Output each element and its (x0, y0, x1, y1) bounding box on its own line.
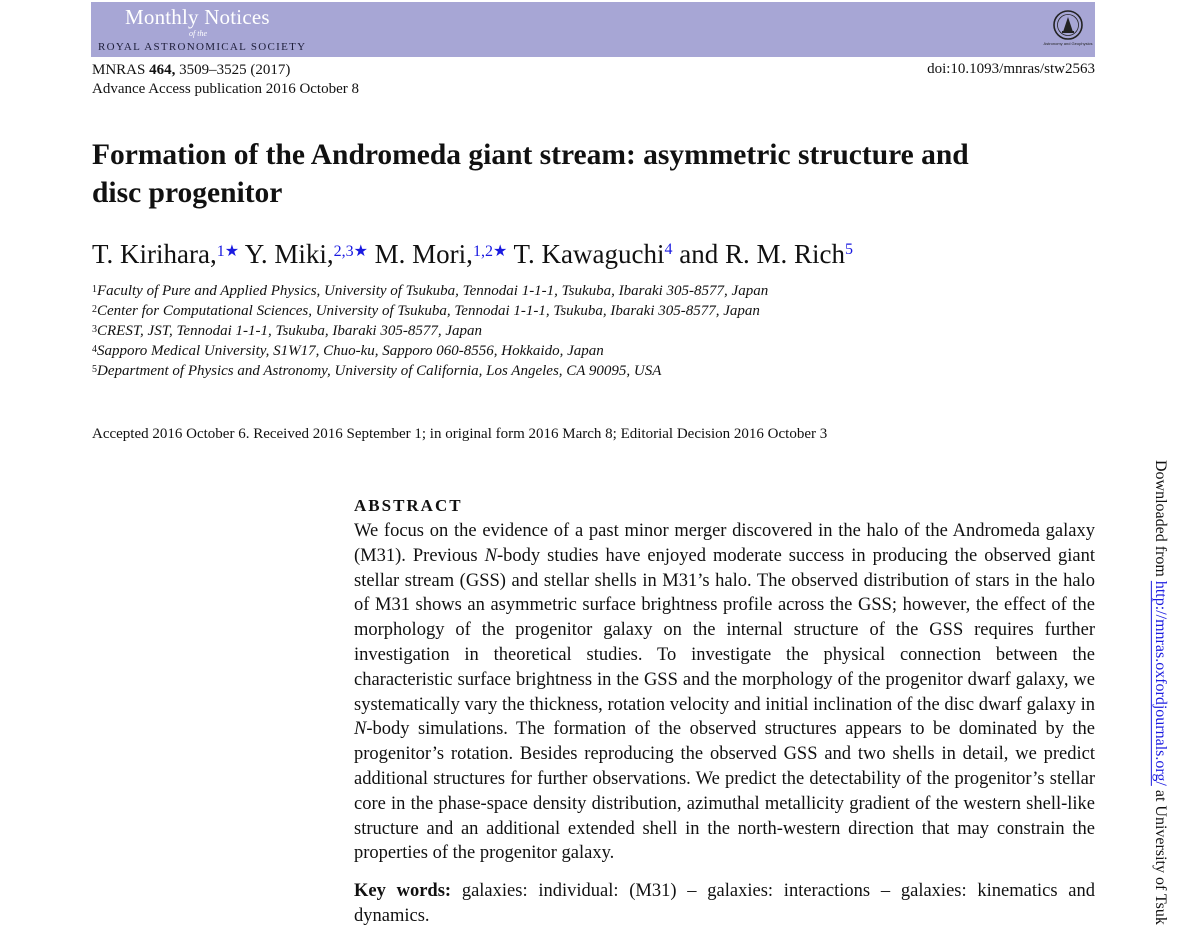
affiliation-link[interactable]: 1,2★ (472, 243, 508, 260)
logo-caption: Astronomy and Geophysics (1043, 41, 1093, 46)
abstract-text: We focus on the evidence of a past minor merger discovered in the halo of the Andromeda galaxy (M31). Previous N-body studies have enjoyed moderate success in producing the observed giant stellar stream (GSS) and stellar shells in M31’s halo. The observed distribution of stars in the halo of M31 shows an asymmetric surface brightness profile across the GSS; however, the effect of the morphology of the progenitor galaxy on the internal structure of the GSS requires further investigation in theoretical studies. To investigate the physical connection between the characteristic surface brightness in the GSS and the morphology of the progenitor dwarf galaxy, we systematically vary the thickness, rotation velocity and initial inclination of the disc dwarf galaxy in N-body simulations. The formation of the observed structures appears to be dominated by the progenitor’s rotation. Besides reproducing the observed GSS and two shells in detail, we predict additional structures for further observations. We predict the detectability of the progenitor’s stellar core in the phase-space density distribution, azimuthal metallicity gradient of the western shell-like structure and an additional extended shell in the north-western direction that may constrain the properties of the progenitor galaxy. (354, 521, 1095, 864)
author-name: M. Mori, (374, 239, 473, 269)
journal-abbrev: MNRAS (92, 62, 146, 78)
journal-of-the: of the (189, 29, 207, 38)
affiliation-link[interactable]: 4 (664, 241, 673, 258)
affiliation-item: $^2$Center for Computational Sciences, University of Tsukuba, Tennodai 1-1-1, Tsukuba, Ibaraki 305-8577, Japan (92, 303, 760, 319)
corresponding-star-icon: ★ (492, 243, 508, 260)
author-name: T. Kirihara, (92, 239, 217, 269)
journal-banner (91, 2, 1095, 57)
keywords-label: Key words: (354, 881, 452, 901)
affiliation-item: $^4$Sapporo Medical University, S1W17, Chuo-ku, Sapporo 060-8556, Hokkaido, Japan (92, 343, 604, 359)
corresponding-star-icon: ★ (353, 243, 368, 260)
affiliation-link[interactable]: 5 (845, 241, 853, 258)
download-note: Downloaded from http://mnras.oxfordjournals.org/ at University of Tsuk (1152, 460, 1169, 925)
affiliation-item: $^5$Department of Physics and Astronomy, University of California, Los Angeles, CA 90095, USA (92, 363, 662, 379)
author-list (92, 239, 853, 270)
keywords-text: galaxies: individual: (M31) – galaxies: interactions – galaxies: kinematics and dynamics. (354, 881, 1095, 926)
abstract-heading: ABSTRACT (354, 496, 463, 515)
paper-title: Formation of the Andromeda giant stream: asymmetric structure and disc progenitor (92, 139, 969, 209)
affiliation-link[interactable]: 1★ (216, 243, 240, 260)
journal-society: ROYAL ASTRONOMICAL SOCIETY (98, 41, 307, 53)
author-name: Y. Miki, (244, 239, 334, 269)
affiliation-list (92, 281, 768, 381)
pages-year: 3509–3525 (2017) (175, 62, 291, 78)
citation-info (92, 61, 359, 99)
advance-access: Advance Access publication 2016 October 8 (92, 81, 360, 97)
doi: doi:10.1093/mnras/stw2563 (927, 61, 1095, 77)
affiliation-item: $^3$CREST, JST, Tennodai 1-1-1, Tsukuba, Ibaraki 305-8577, Japan (92, 323, 482, 339)
publication-dates: Accepted 2016 October 6. Received 2016 September 1; in original form 2016 March 8; Editorial Decision 2016 October 3 (92, 426, 828, 442)
volume: 464, (149, 62, 176, 78)
society-logo-icon (1043, 8, 1093, 52)
author-name: T. Kawaguchi (513, 239, 665, 269)
corresponding-star-icon: ★ (224, 243, 240, 260)
affiliation-link[interactable]: 2,3★ (333, 243, 368, 260)
author-name: and R. M. Rich (679, 239, 845, 269)
keywords (354, 879, 1095, 929)
journal-name: Monthly Notices (125, 5, 270, 29)
download-link[interactable]: http://mnras.oxfordjournals.org/ (1152, 580, 1169, 786)
affiliation-item: $^1$Faculty of Pure and Applied Physics, University of Tsukuba, Tennodai 1-1-1, Tsukuba, Ibaraki 305-8577, Japan (92, 283, 769, 299)
